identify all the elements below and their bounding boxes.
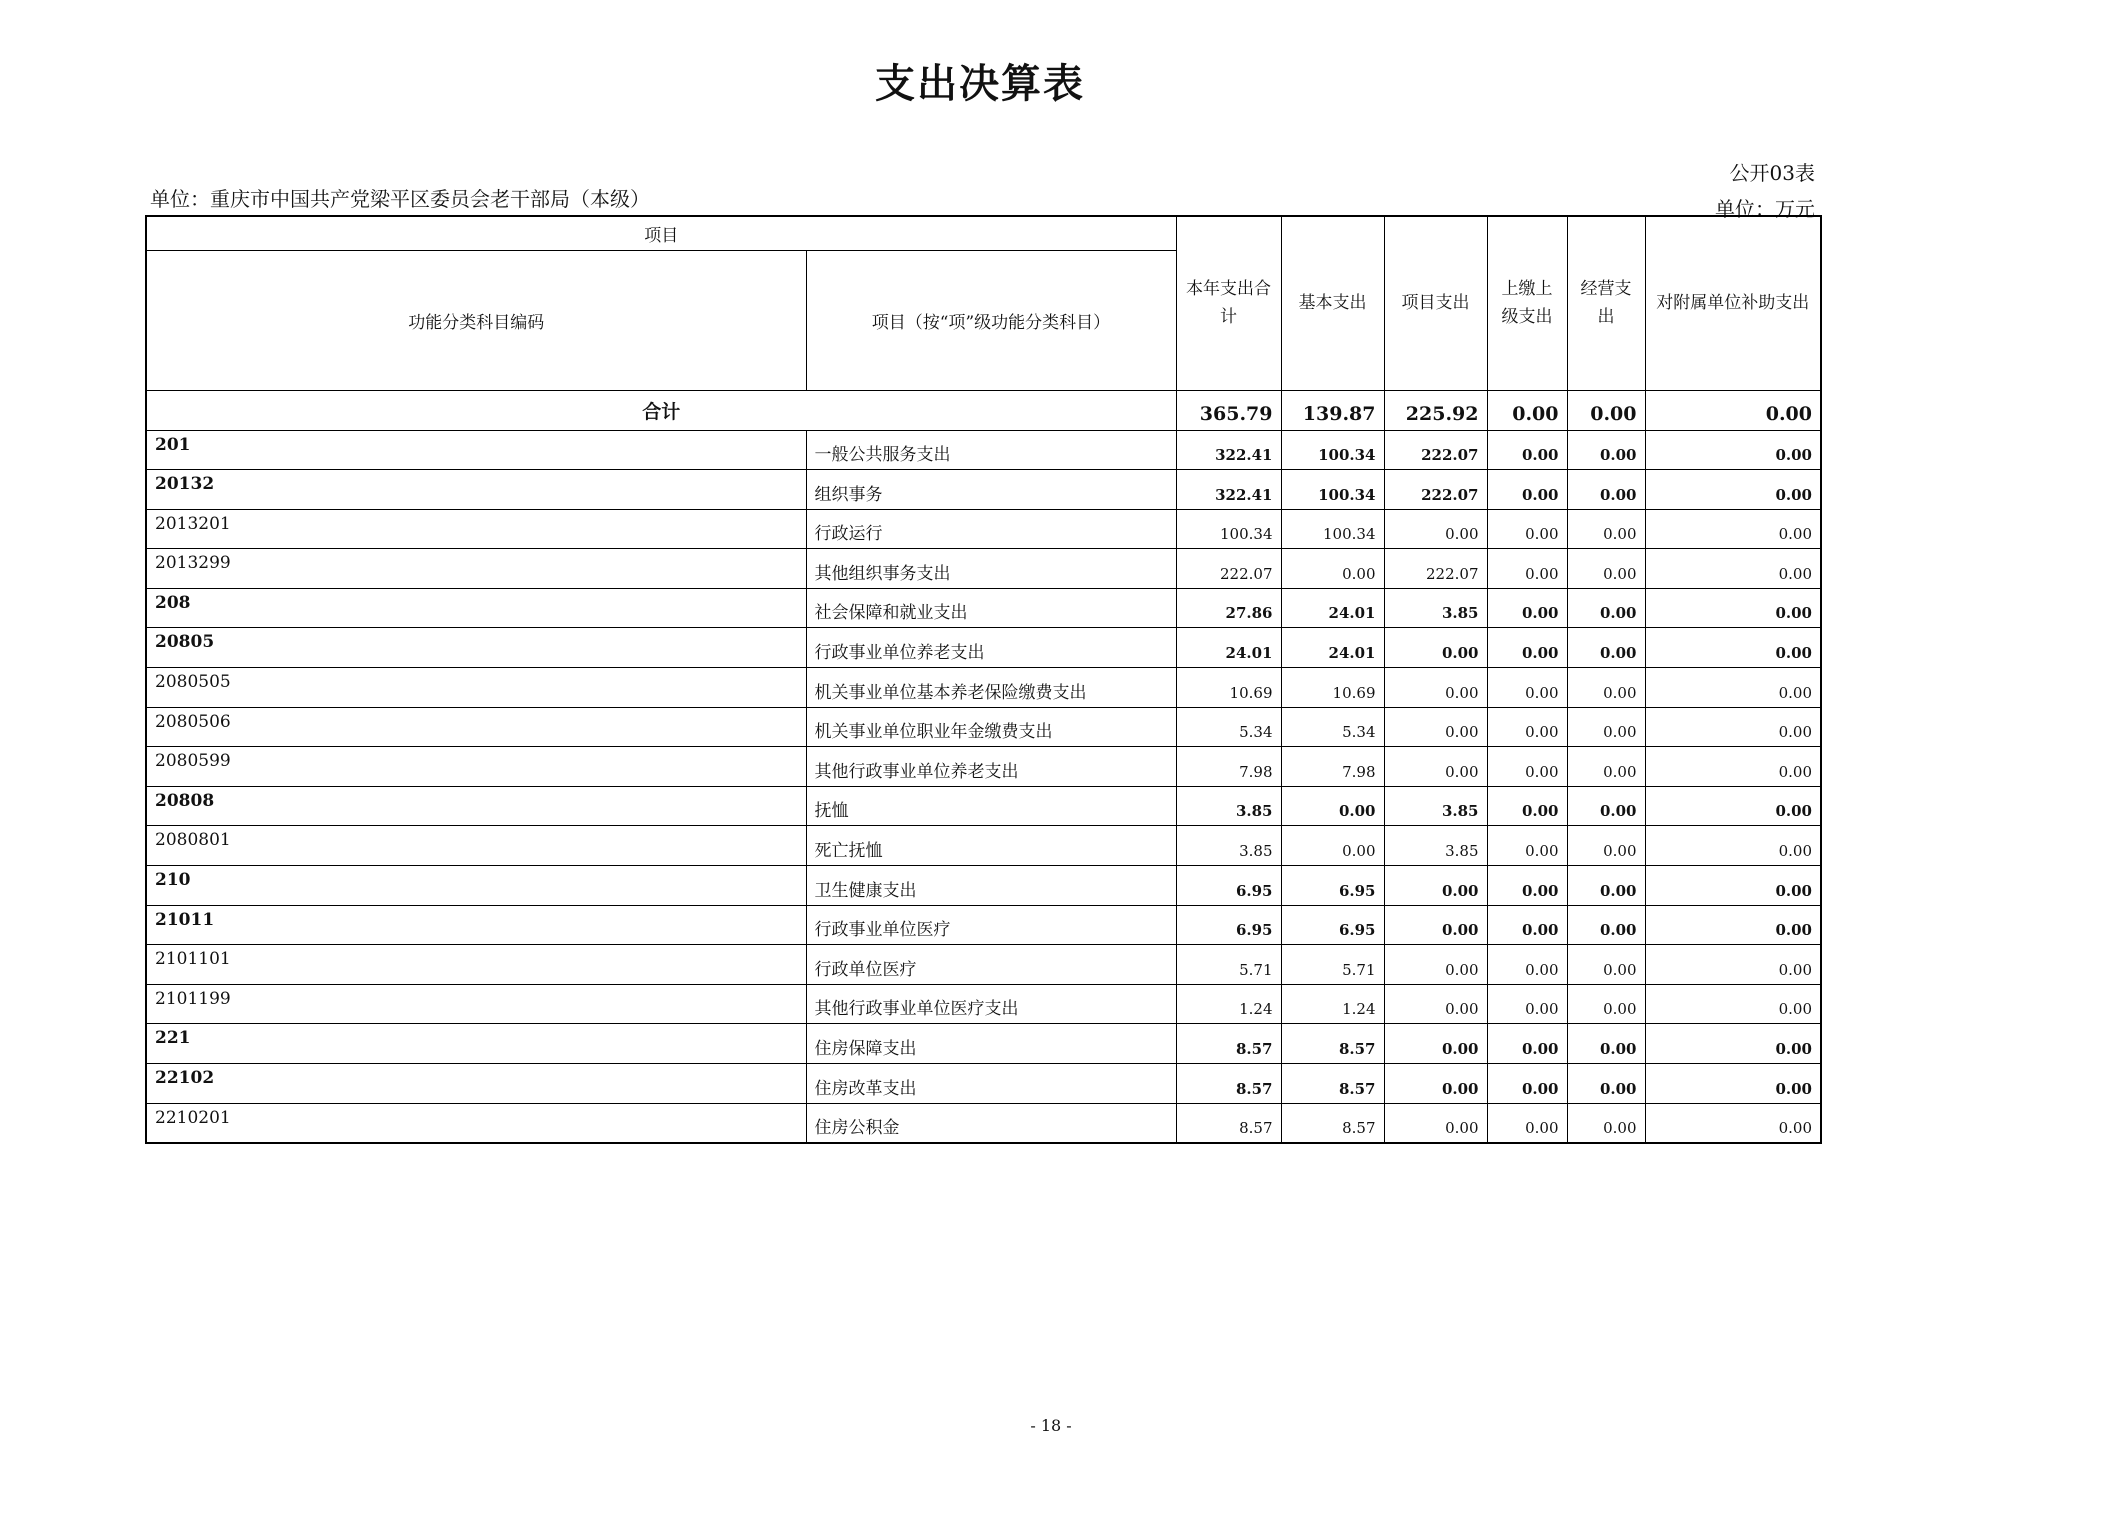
row-business: 0.00 (1567, 945, 1645, 985)
row-project: 222.07 (1384, 470, 1487, 510)
row-name: 卫生健康支出 (806, 866, 1176, 906)
row-upper: 0.00 (1487, 1064, 1567, 1104)
header-name: 项目（按“项”级功能分类科目） (806, 250, 1176, 390)
header-project: 项目支出 (1384, 216, 1487, 390)
row-upper: 0.00 (1487, 707, 1567, 747)
row-upper: 0.00 (1487, 549, 1567, 589)
row-total: 3.85 (1176, 826, 1281, 866)
header-upper: 上缴上级支出 (1487, 216, 1567, 390)
row-name: 一般公共服务支出 (806, 430, 1176, 470)
row-upper: 0.00 (1487, 945, 1567, 985)
row-name: 行政事业单位养老支出 (806, 628, 1176, 668)
row-project: 3.85 (1384, 826, 1487, 866)
row-basic: 7.98 (1281, 747, 1384, 787)
table-row (146, 1024, 1821, 1064)
row-basic: 8.57 (1281, 1103, 1384, 1143)
row-total: 5.34 (1176, 707, 1281, 747)
row-subsidy: 0.00 (1645, 628, 1821, 668)
table-row (146, 588, 1821, 628)
row-total: 3.85 (1176, 786, 1281, 826)
row-name: 其他行政事业单位养老支出 (806, 747, 1176, 787)
row-project: 3.85 (1384, 786, 1487, 826)
row-project: 0.00 (1384, 628, 1487, 668)
row-code: 2013201 (146, 509, 806, 549)
row-code: 208 (146, 588, 806, 628)
row-basic: 8.57 (1281, 1024, 1384, 1064)
row-name: 死亡抚恤 (806, 826, 1176, 866)
table-row (146, 668, 1821, 708)
row-basic: 5.34 (1281, 707, 1384, 747)
row-business: 0.00 (1567, 588, 1645, 628)
row-code: 2080506 (146, 707, 806, 747)
row-code: 2080801 (146, 826, 806, 866)
row-basic: 24.01 (1281, 628, 1384, 668)
row-project: 0.00 (1384, 747, 1487, 787)
row-upper: 0.00 (1487, 984, 1567, 1024)
row-business: 0.00 (1567, 866, 1645, 906)
money-unit: 单位：万元 (1715, 197, 1815, 221)
row-basic: 100.34 (1281, 509, 1384, 549)
row-total: 5.71 (1176, 945, 1281, 985)
total-cell-basic: 139.87 (1281, 390, 1384, 430)
table-row (146, 549, 1821, 589)
row-business: 0.00 (1567, 826, 1645, 866)
row-code: 22102 (146, 1064, 806, 1104)
row-total: 322.41 (1176, 470, 1281, 510)
row-total: 322.41 (1176, 430, 1281, 470)
row-subsidy: 0.00 (1645, 747, 1821, 787)
row-name: 机关事业单位基本养老保险缴费支出 (806, 668, 1176, 708)
row-subsidy: 0.00 (1645, 945, 1821, 985)
header-subsidy: 对附属单位补助支出 (1645, 216, 1821, 390)
row-total: 8.57 (1176, 1024, 1281, 1064)
row-business: 0.00 (1567, 430, 1645, 470)
row-basic: 0.00 (1281, 786, 1384, 826)
row-basic: 5.71 (1281, 945, 1384, 985)
table-row (146, 470, 1821, 510)
organization-unit: 单位：重庆市中国共产党梁平区委员会老干部局（本级） (150, 187, 650, 211)
row-upper: 0.00 (1487, 470, 1567, 510)
row-basic: 6.95 (1281, 905, 1384, 945)
row-upper: 0.00 (1487, 509, 1567, 549)
table-row (146, 1064, 1821, 1104)
row-name: 社会保障和就业支出 (806, 588, 1176, 628)
row-name: 住房公积金 (806, 1103, 1176, 1143)
row-upper: 0.00 (1487, 668, 1567, 708)
form-number: 公开03表 (1729, 161, 1815, 185)
row-subsidy: 0.00 (1645, 1024, 1821, 1064)
row-total: 7.98 (1176, 747, 1281, 787)
row-name: 住房改革支出 (806, 1064, 1176, 1104)
row-code: 2101101 (146, 945, 806, 985)
row-business: 0.00 (1567, 1064, 1645, 1104)
row-subsidy: 0.00 (1645, 1103, 1821, 1143)
row-code: 201 (146, 430, 806, 470)
row-subsidy: 0.00 (1645, 588, 1821, 628)
row-subsidy: 0.00 (1645, 470, 1821, 510)
row-basic: 100.34 (1281, 470, 1384, 510)
header-item: 项目 (146, 216, 1176, 250)
row-total: 6.95 (1176, 866, 1281, 906)
row-project: 0.00 (1384, 1024, 1487, 1064)
row-upper: 0.00 (1487, 786, 1567, 826)
row-basic: 100.34 (1281, 430, 1384, 470)
row-total: 8.57 (1176, 1064, 1281, 1104)
row-name: 其他组织事务支出 (806, 549, 1176, 589)
table-row (146, 866, 1821, 906)
row-code: 210 (146, 866, 806, 906)
row-basic: 6.95 (1281, 866, 1384, 906)
row-name: 抚恤 (806, 786, 1176, 826)
total-cell-upper: 0.00 (1487, 390, 1567, 430)
total-cell-project: 225.92 (1384, 390, 1487, 430)
header-total: 本年支出合计 (1176, 216, 1281, 390)
row-subsidy: 0.00 (1645, 984, 1821, 1024)
row-total: 8.57 (1176, 1103, 1281, 1143)
row-code: 2101199 (146, 984, 806, 1024)
total-label: 合计 (146, 390, 1176, 430)
row-business: 0.00 (1567, 707, 1645, 747)
row-upper: 0.00 (1487, 905, 1567, 945)
row-project: 0.00 (1384, 1103, 1487, 1143)
row-project: 222.07 (1384, 430, 1487, 470)
row-upper: 0.00 (1487, 1024, 1567, 1064)
row-name: 其他行政事业单位医疗支出 (806, 984, 1176, 1024)
table-row (146, 430, 1821, 470)
header-code: 功能分类科目编码 (146, 250, 806, 390)
row-total: 24.01 (1176, 628, 1281, 668)
row-project: 0.00 (1384, 866, 1487, 906)
row-basic: 10.69 (1281, 668, 1384, 708)
row-code: 20805 (146, 628, 806, 668)
row-business: 0.00 (1567, 905, 1645, 945)
row-business: 0.00 (1567, 628, 1645, 668)
row-project: 0.00 (1384, 668, 1487, 708)
row-subsidy: 0.00 (1645, 668, 1821, 708)
row-upper: 0.00 (1487, 826, 1567, 866)
row-upper: 0.00 (1487, 747, 1567, 787)
row-subsidy: 0.00 (1645, 1064, 1821, 1104)
row-basic: 0.00 (1281, 549, 1384, 589)
row-name: 组织事务 (806, 470, 1176, 510)
row-upper: 0.00 (1487, 430, 1567, 470)
row-subsidy: 0.00 (1645, 786, 1821, 826)
total-row (146, 390, 1821, 430)
total-cell-business: 0.00 (1567, 390, 1645, 430)
row-code: 2013299 (146, 549, 806, 589)
row-project: 0.00 (1384, 1064, 1487, 1104)
row-code: 20808 (146, 786, 806, 826)
row-total: 6.95 (1176, 905, 1281, 945)
table-row (146, 945, 1821, 985)
table-row (146, 826, 1821, 866)
table-row (146, 984, 1821, 1024)
row-project: 0.00 (1384, 984, 1487, 1024)
row-project: 0.00 (1384, 905, 1487, 945)
table-row (146, 786, 1821, 826)
row-business: 0.00 (1567, 470, 1645, 510)
page-number: - 18 - (1030, 1416, 1072, 1435)
row-total: 222.07 (1176, 549, 1281, 589)
table-row (146, 628, 1821, 668)
row-code: 221 (146, 1024, 806, 1064)
row-subsidy: 0.00 (1645, 905, 1821, 945)
header-basic: 基本支出 (1281, 216, 1384, 390)
row-business: 0.00 (1567, 747, 1645, 787)
row-subsidy: 0.00 (1645, 866, 1821, 906)
table-row (146, 1103, 1821, 1143)
row-basic: 1.24 (1281, 984, 1384, 1024)
row-project: 222.07 (1384, 549, 1487, 589)
row-business: 0.00 (1567, 1103, 1645, 1143)
total-cell-total: 365.79 (1176, 390, 1281, 430)
row-basic: 24.01 (1281, 588, 1384, 628)
row-total: 1.24 (1176, 984, 1281, 1024)
row-subsidy: 0.00 (1645, 707, 1821, 747)
row-business: 0.00 (1567, 984, 1645, 1024)
row-business: 0.00 (1567, 549, 1645, 589)
row-upper: 0.00 (1487, 588, 1567, 628)
row-name: 行政单位医疗 (806, 945, 1176, 985)
row-name: 行政运行 (806, 509, 1176, 549)
row-code: 2080599 (146, 747, 806, 787)
row-subsidy: 0.00 (1645, 826, 1821, 866)
table-row (146, 905, 1821, 945)
row-upper: 0.00 (1487, 866, 1567, 906)
row-name: 机关事业单位职业年金缴费支出 (806, 707, 1176, 747)
row-name: 住房保障支出 (806, 1024, 1176, 1064)
row-upper: 0.00 (1487, 1103, 1567, 1143)
row-subsidy: 0.00 (1645, 430, 1821, 470)
row-project: 0.00 (1384, 707, 1487, 747)
page-title: 支出决算表 (875, 60, 1085, 107)
row-code: 20132 (146, 470, 806, 510)
table-row (146, 509, 1821, 549)
row-business: 0.00 (1567, 1024, 1645, 1064)
row-subsidy: 0.00 (1645, 549, 1821, 589)
table-row (146, 747, 1821, 787)
row-business: 0.00 (1567, 786, 1645, 826)
row-basic: 8.57 (1281, 1064, 1384, 1104)
row-project: 0.00 (1384, 509, 1487, 549)
row-project: 3.85 (1384, 588, 1487, 628)
row-business: 0.00 (1567, 509, 1645, 549)
row-subsidy: 0.00 (1645, 509, 1821, 549)
total-cell-subsidy: 0.00 (1645, 390, 1821, 430)
row-total: 10.69 (1176, 668, 1281, 708)
row-project: 0.00 (1384, 945, 1487, 985)
row-code: 2080505 (146, 668, 806, 708)
row-total: 27.86 (1176, 588, 1281, 628)
header-business: 经营支出 (1567, 216, 1645, 390)
row-business: 0.00 (1567, 668, 1645, 708)
row-basic: 0.00 (1281, 826, 1384, 866)
row-total: 100.34 (1176, 509, 1281, 549)
row-code: 21011 (146, 905, 806, 945)
expenditure-table (145, 215, 1822, 1144)
row-name: 行政事业单位医疗 (806, 905, 1176, 945)
row-code: 2210201 (146, 1103, 806, 1143)
row-upper: 0.00 (1487, 628, 1567, 668)
table-row (146, 707, 1821, 747)
